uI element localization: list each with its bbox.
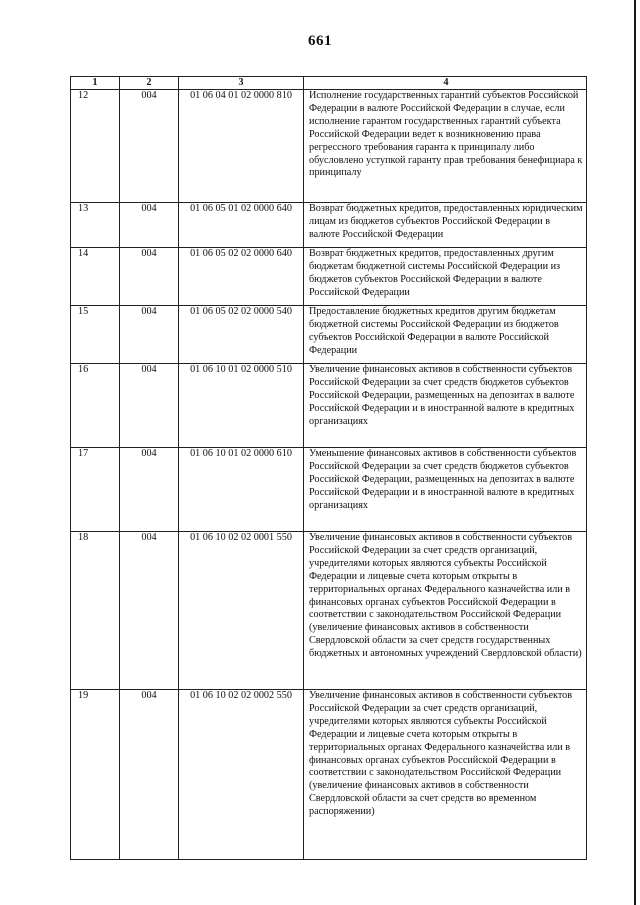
row-number: 17 [71,448,120,532]
classification-code: 01 06 04 01 02 0000 810 [179,90,304,203]
row-description: Возврат бюджетных кредитов, предоставленных юридическим лицам из бюджетов субъектов Российской Федерации в валюте Российской Федерации [304,203,587,248]
row-description: Уменьшение финансовых активов в собственности субъектов Российской Федерации за счет средств бюджетов субъектов Российской Федерации, размещенных на депозитах в валюте Российской Федерации и в иностранной валюте в кредитных организациях [304,448,587,532]
row-number: 16 [71,364,120,448]
table-header-row [71,77,587,90]
classification-code: 01 06 10 01 02 0000 610 [179,448,304,532]
row-description: Увеличение финансовых активов в собственности субъектов Российской Федерации за счет средств организаций, учредителями которых являются субъекты Российской Федерации и лицевые счета которым открыты в территориальных органах Федерального казначейства или в финансовых органах субъектов Российской Федерации в соответствии с законодательством Российской Федерации (увеличение финансовых активов в собственности Свердловской области за счет средств во временном распоряжении) [304,690,587,860]
scan-edge [634,0,636,905]
admin-code: 004 [120,364,179,448]
row-number: 14 [71,248,120,306]
row-description: Предоставление бюджетных кредитов другим бюджетам бюджетной системы Российской Федерации из бюджетов субъектов Российской Федерации в валюте Российской Федерации [304,306,587,364]
row-number: 12 [71,90,120,203]
classification-table [70,76,587,860]
classification-code: 01 06 10 02 02 0002 550 [179,690,304,860]
table-row [71,306,587,364]
classification-code: 01 06 05 02 02 0000 540 [179,306,304,364]
row-number: 13 [71,203,120,248]
admin-code: 004 [120,448,179,532]
row-description: Исполнение государственных гарантий субъектов Российской Федерации в валюте Российской Федерации в случае, если исполнение гарантом государственных гарантий субъекта Российской Федерации ведет к возникновению права регрессного требования гаранта к принципалу либо обусловлено уступкой гаранту прав требования бенефициара к принципалу [304,90,587,203]
classification-code: 01 06 10 01 02 0000 510 [179,364,304,448]
header-col-1: 1 [71,77,120,90]
classification-code: 01 06 10 02 02 0001 550 [179,532,304,690]
row-number: 15 [71,306,120,364]
classification-code: 01 06 05 02 02 0000 640 [179,248,304,306]
table-row [71,532,587,690]
admin-code: 004 [120,306,179,364]
table-row [71,90,587,203]
table-row [71,248,587,306]
admin-code: 004 [120,690,179,860]
header-col-4: 4 [304,77,587,90]
row-description: Возврат бюджетных кредитов, предоставленных другим бюджетам бюджетной системы Российской Федерации из бюджетов субъектов Российской Федерации в валюте Российской Федерации [304,248,587,306]
admin-code: 004 [120,203,179,248]
admin-code: 004 [120,248,179,306]
table-row [71,203,587,248]
table-row [71,448,587,532]
page-number: 661 [308,33,332,49]
row-number: 19 [71,690,120,860]
admin-code: 004 [120,90,179,203]
table-row [71,364,587,448]
admin-code: 004 [120,532,179,690]
header-col-3: 3 [179,77,304,90]
header-col-2: 2 [120,77,179,90]
table-row [71,690,587,860]
row-description: Увеличение финансовых активов в собственности субъектов Российской Федерации за счет средств организаций, учредителями которых являются субъекты Российской Федерации и лицевые счета которым открыты в территориальных органах Федерального казначейства или в финансовых органах субъектов Российской Федерации в соответствии с законодательством Российской Федерации (увеличение финансовых активов в собственности Свердловской области за счет средств государственных бюджетных и автономных учреждений Свердловской области) [304,532,587,690]
row-description: Увеличение финансовых активов в собственности субъектов Российской Федерации за счет средств бюджетов субъектов Российской Федерации, размещенных на депозитах в валюте Российской Федерации и в иностранной валюте в кредитных организациях [304,364,587,448]
classification-code: 01 06 05 01 02 0000 640 [179,203,304,248]
row-number: 18 [71,532,120,690]
